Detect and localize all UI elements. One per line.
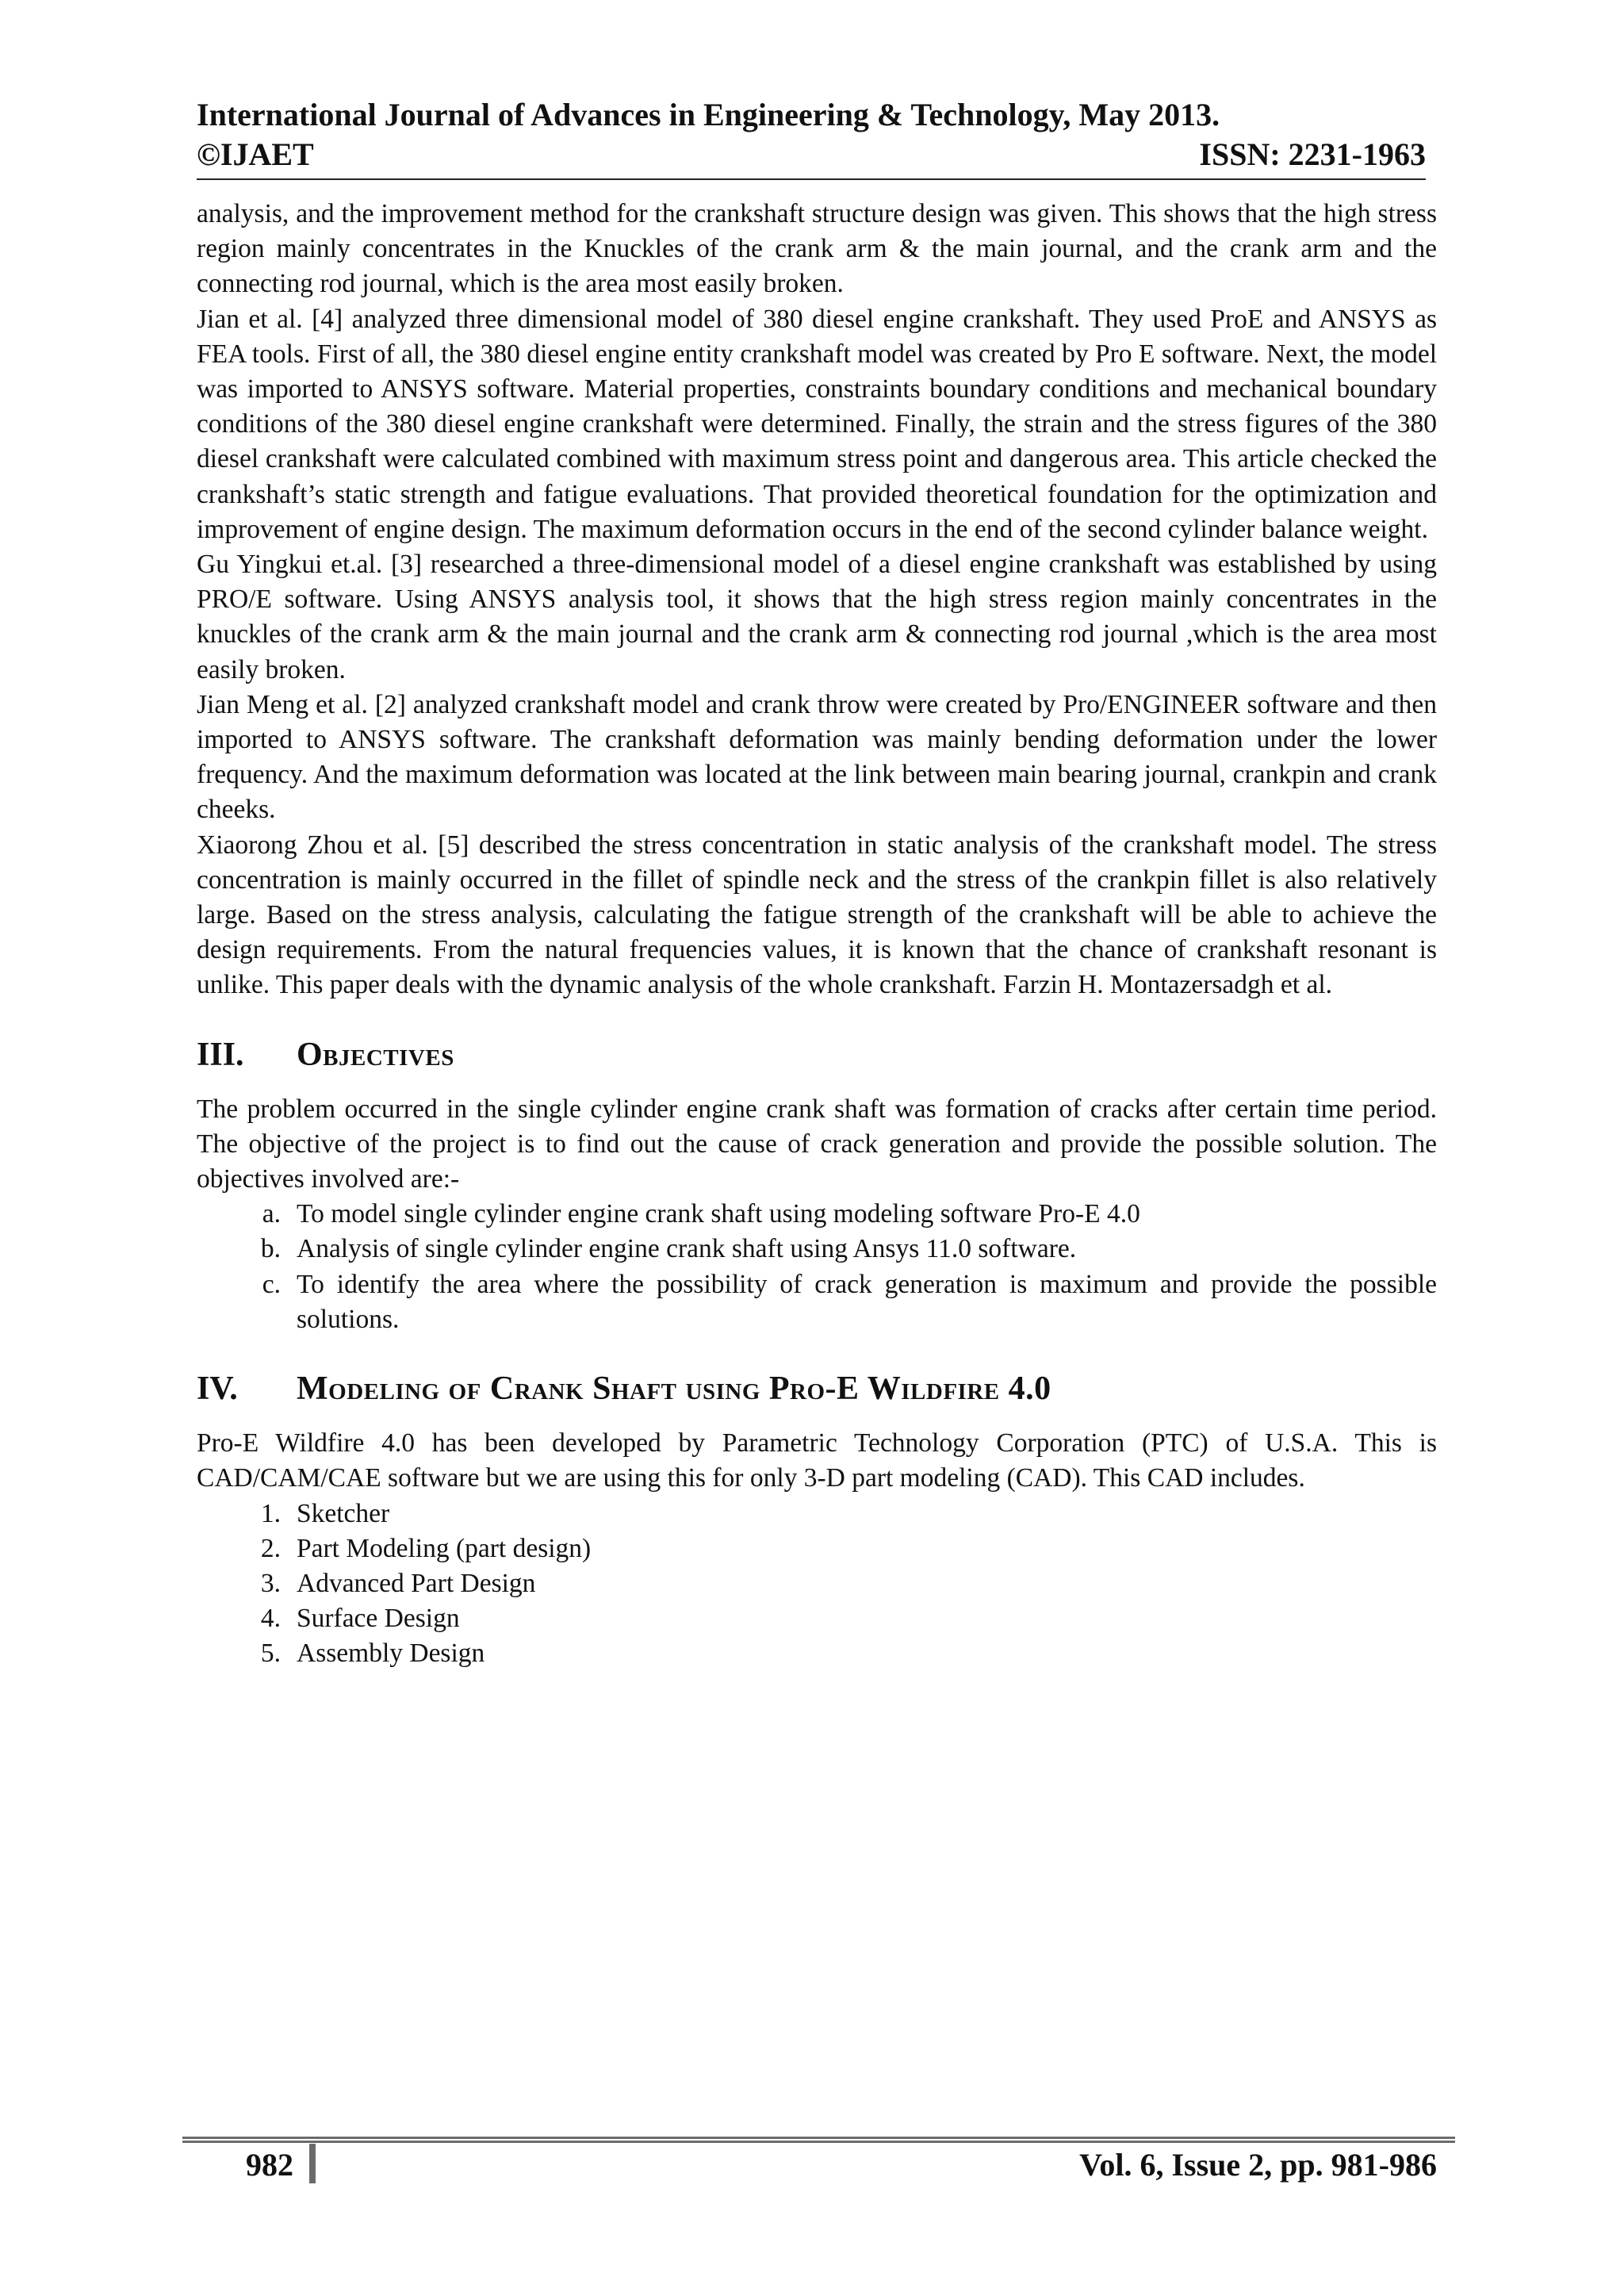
list-item — [197, 1601, 1437, 1636]
paragraph-jian-meng: Jian Meng et al. [2] analyzed crankshaft model and crank throw were created by Pro/ENGINEER software and then imported to ANSYS software. The crankshaft deformation was mainly bending deformation under the lower frequency. And the maximum deformation was located at the link between main bearing journal, crankpin and crank cheeks. — [197, 689, 1437, 825]
list-item — [197, 1566, 1437, 1601]
list-item — [197, 1232, 1437, 1267]
paragraph-xiaorong-zhou: Xiaorong Zhou et al. [5] described the stress concentration in static analysis of the crankshaft model. The stress concentration is mainly occurred in the fillet of spindle neck and the stress of the crankpin fillet is also relatively large. Based on the stress analysis, calculating the fatigue strength of the crankshaft will be able to achieve the design requirements. From the natural frequencies values, it is known that the chance of crankshaft resonant is unlike. This paper deals with the dynamic analysis of the whole crankshaft. Farzin H. Montazersadgh et al. — [197, 830, 1437, 1000]
list-item-text: Sketcher — [297, 1498, 390, 1528]
volume-info: Vol. 6, Issue 2, pp. 981-986 — [1079, 2147, 1437, 2183]
list-item — [197, 1267, 1437, 1337]
list-item-text: Surface Design — [297, 1604, 460, 1634]
list-item-text: To model single cylinder engine crank shaft using modeling software Pro-E 4.0 — [297, 1199, 1140, 1229]
section-heading-modeling — [197, 1369, 1437, 1409]
journal-header — [197, 95, 1426, 174]
list-marker: 1. — [260, 1498, 281, 1528]
footer-rule — [182, 2137, 1455, 2139]
page-number: 982 — [246, 2147, 293, 2183]
objectives-intro: The problem occurred in the single cylinder engine crank shaft was formation of cracks after certain time period. The objective of the project is to find out the cause of crack generation and provide the possible solution. The objectives involved are:- — [197, 1094, 1437, 1194]
list-marker: b. — [260, 1234, 281, 1264]
paragraph-continued-analysis: analysis, and the improvement method for the crankshaft structure design was given. This shows that the high stress region mainly concentrates in the Knuckles of the crank arm & the main journal, and the crank arm and the connecting rod journal, which is the area most easily broken. — [197, 199, 1437, 299]
article-body — [197, 197, 1437, 1672]
section-title: Modeling of Crank Shaft using Pro-E Wildfire 4.0 — [297, 1370, 1051, 1408]
list-item — [197, 1636, 1437, 1671]
list-item-text: Analysis of single cylinder engine crank shaft using Ansys 11.0 software. — [297, 1234, 1077, 1264]
issn: ISSN: 2231-1963 — [1199, 136, 1426, 172]
section-number: IV. — [197, 1370, 238, 1408]
journal-header-row — [197, 135, 1426, 174]
footer-divider-bar — [309, 2144, 316, 2183]
list-marker: 4. — [260, 1604, 281, 1634]
journal-title: International Journal of Advances in Engineering & Technology, May 2013. — [197, 97, 1220, 132]
list-item — [197, 1497, 1437, 1531]
paragraph-gu-yingkui: Gu Yingkui et.al. [3] researched a three-dimensional model of a diesel engine crankshaft was established by using PRO/E software. Using ANSYS analysis tool, it shows that the high stress region mainly concentrates in the knuckles of the crank arm & the main journal and the crank arm & connecting rod journal ,which is the area most easily broken. — [197, 550, 1437, 684]
list-item-text: Assembly Design — [297, 1639, 485, 1669]
list-item — [197, 1531, 1437, 1566]
cad-modules-list — [197, 1497, 1437, 1672]
list-marker: c. — [262, 1269, 281, 1299]
list-marker: 2. — [260, 1533, 281, 1563]
objectives-list — [197, 1197, 1437, 1337]
list-marker: a. — [262, 1199, 281, 1229]
footer-rule-secondary — [182, 2141, 1455, 2143]
section-title: Objectives — [297, 1036, 454, 1073]
list-item-text: Advanced Part Design — [297, 1568, 536, 1598]
list-marker: 5. — [260, 1639, 281, 1669]
list-item-text: To identify the area where the possibility of crack generation is maximum and provide the possible solutions. — [297, 1269, 1437, 1334]
list-marker: 3. — [260, 1568, 281, 1598]
modeling-intro: Pro-E Wildfire 4.0 has been developed by Parametric Technology Corporation (PTC) of U.S.A. This is CAD/CAM/CAE software but we are using this for only 3-D part modeling (CAD). This CAD includes. — [197, 1428, 1437, 1493]
list-item — [197, 1197, 1437, 1232]
publisher-mark: ©IJAET — [197, 136, 314, 172]
section-number: III. — [197, 1036, 244, 1073]
header-rule — [197, 178, 1426, 180]
list-item-text: Part Modeling (part design) — [297, 1533, 592, 1563]
section-heading-objectives — [197, 1035, 1437, 1075]
paragraph-jian: Jian et al. [4] analyzed three dimensional model of 380 diesel engine crankshaft. They used ProE and ANSYS as FEA tools. First of all, the 380 diesel engine entity crankshaft model was created by Pro E software. Next, the model was imported to ANSYS software. Material properties, constraints boundary conditions and mechanical boundary conditions of the 380 diesel engine crankshaft were determined. Finally, the strain and the stress figures of the 380 diesel crankshaft were calculated combined with maximum stress point and dangerous area. This article checked the crankshaft’s static strength and fatigue evaluations. That provided theoretical foundation for the optimization and improvement of engine design. The maximum deformation occurs in the end of the second cylinder balance weight. — [197, 304, 1437, 544]
